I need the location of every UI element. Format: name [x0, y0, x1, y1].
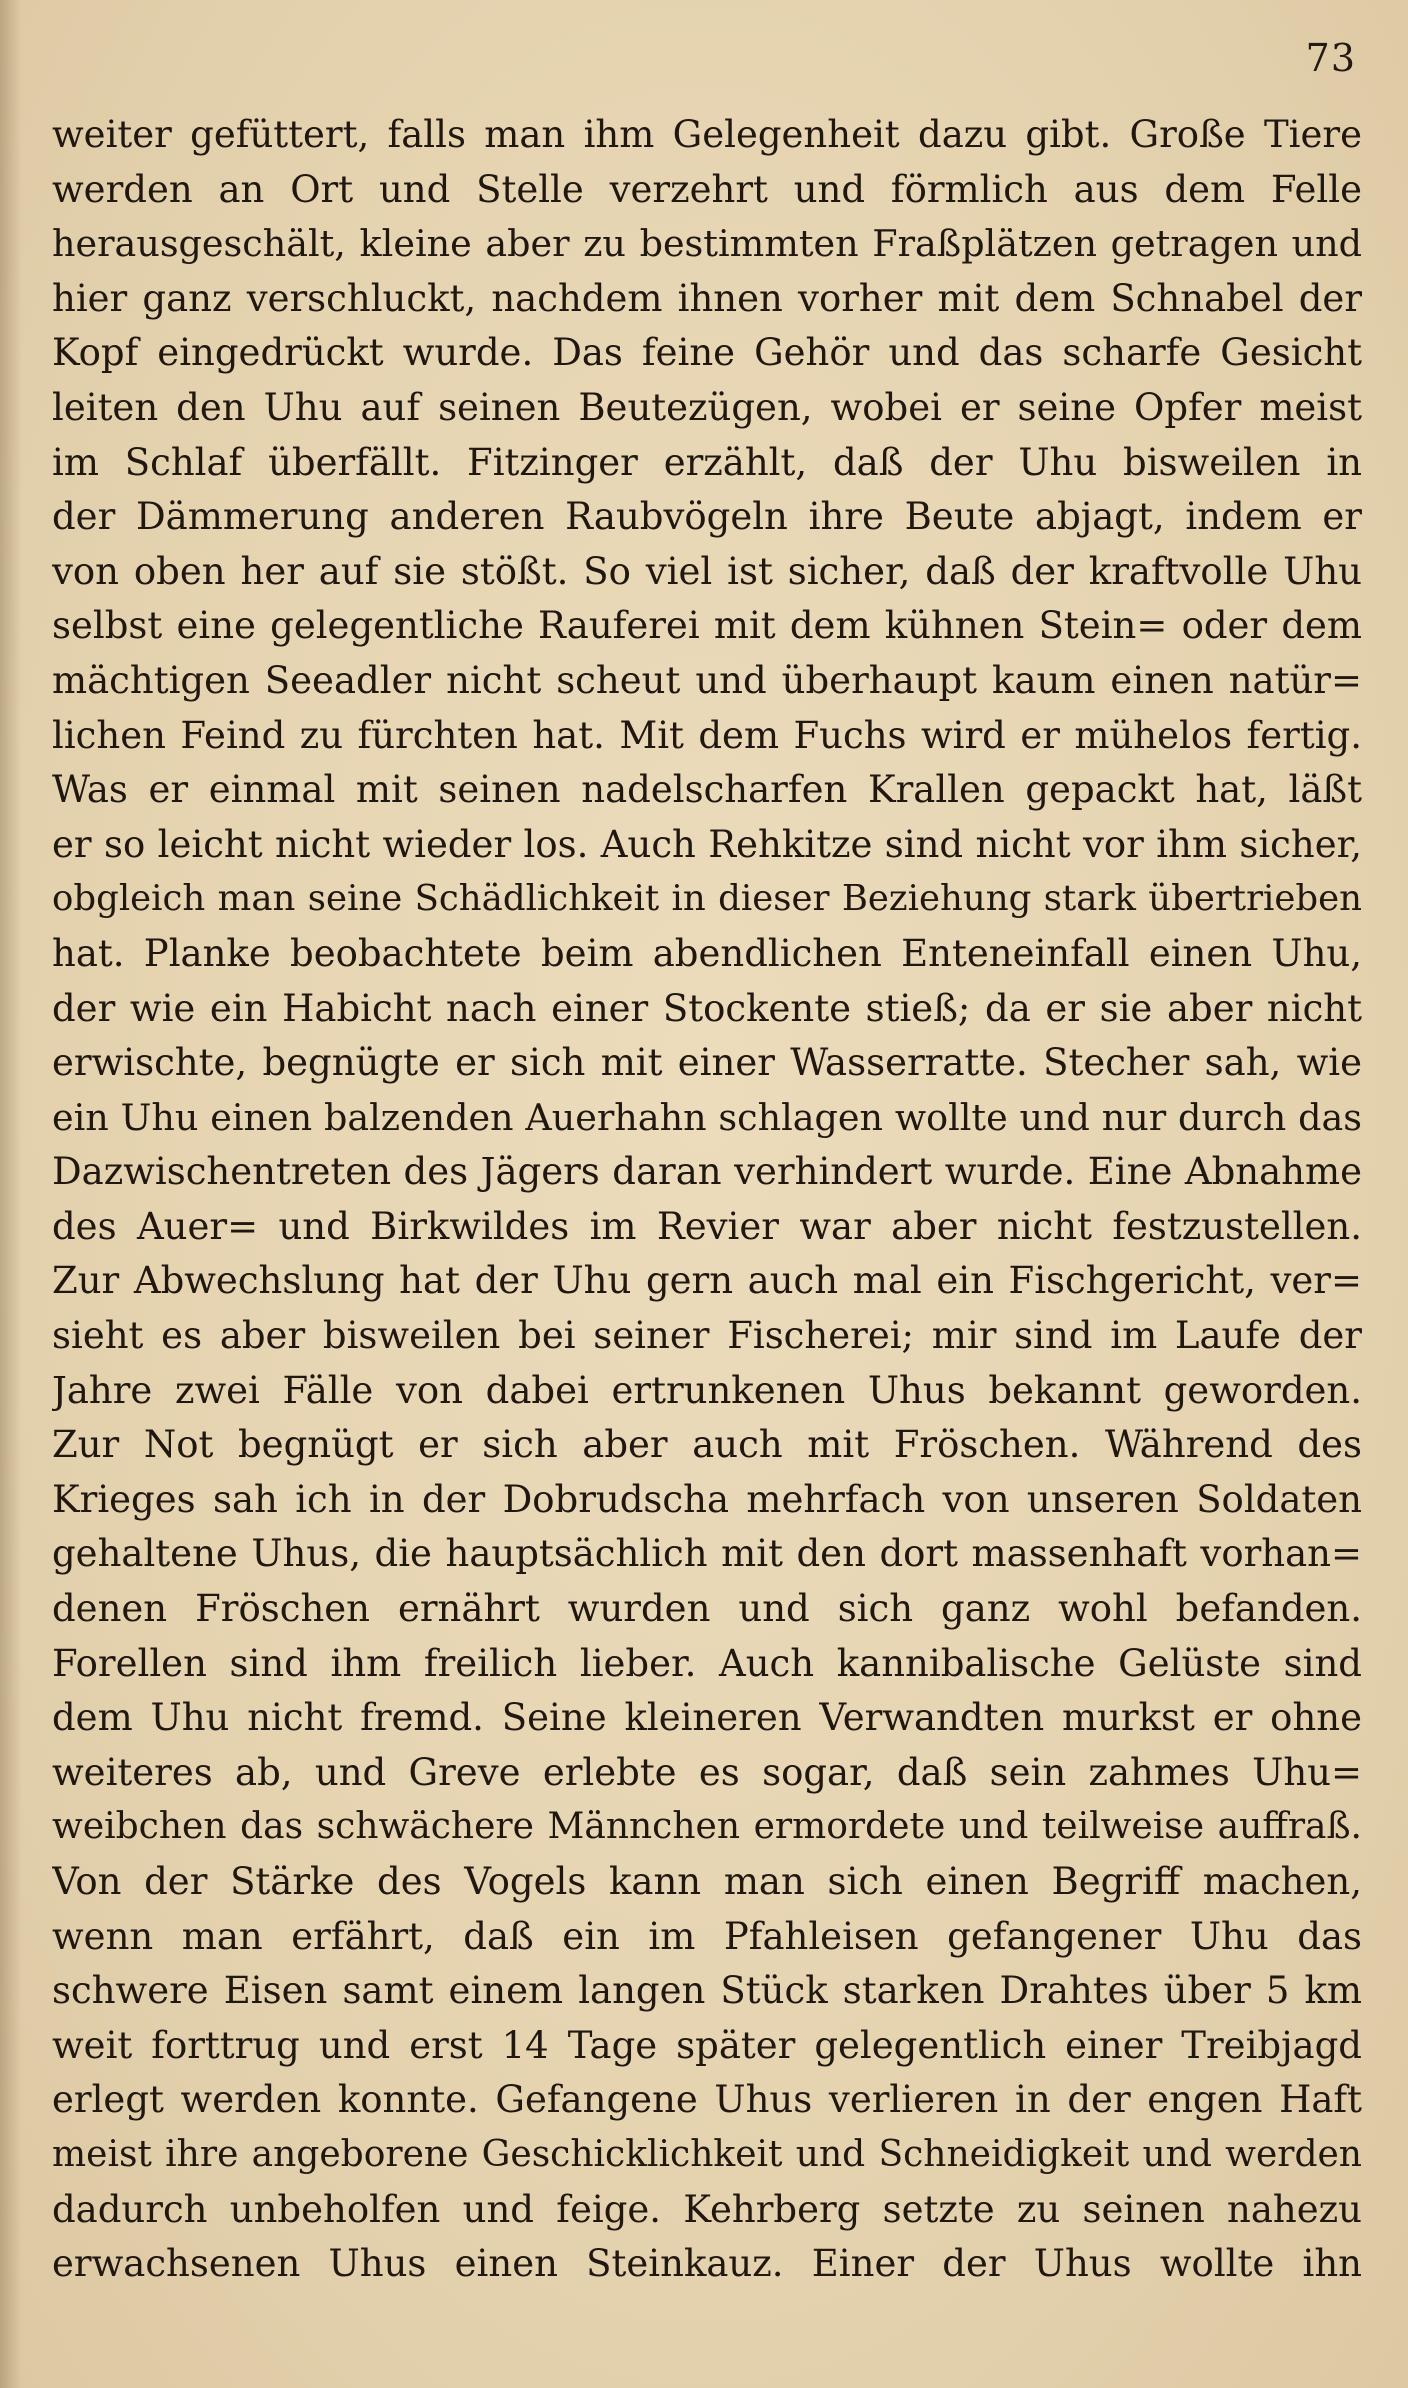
page-number: 73	[1305, 36, 1356, 80]
text-line: dadurch unbeholfen und feige. Kehrberg setzte zu seinen nahezu	[52, 2187, 1362, 2231]
text-line: hier ganz verschluckt, nachdem ihnen vorher mit dem Schnabel der	[52, 276, 1362, 320]
text-line: Forellen sind ihm freilich lieber. Auch kannibalische Gelüste sind	[52, 1641, 1362, 1685]
text-line: wenn man erfährt, daß ein im Pfahleisen gefangener Uhu das	[52, 1914, 1362, 1958]
text-line: weiteres ab, und Greve erlebte es sogar, daß sein zahmes Uhu=	[52, 1750, 1362, 1794]
text-line: Zur Abwechslung hat der Uhu gern auch mal ein Fischgericht, ver=	[52, 1259, 1362, 1303]
text-line: Von der Stärke des Vogels kann man sich einen Begriff machen,	[52, 1860, 1362, 1903]
text-line: lichen Feind zu fürchten hat. Mit dem Fuchs wird er mühelos fertig.	[52, 713, 1362, 757]
text-line: erwachsenen Uhus einen Steinkauz. Einer der Uhus wollte ihn	[52, 2242, 1362, 2286]
text-line: weiter gefüttert, falls man ihm Gelegenheit dazu gibt. Große Tiere	[52, 113, 1362, 156]
text-line: herausgeschält, kleine aber zu bestimmten Fraßplätzen getragen und	[52, 222, 1362, 266]
text-line: der wie ein Habicht nach einer Stockente stieß; da er sie aber nicht	[52, 986, 1362, 1030]
text-line: Jahre zwei Fälle von dabei ertrunkenen Uhus bekannt geworden.	[52, 1368, 1362, 1412]
text-line: werden an Ort und Stelle verzehrt und förmlich aus dem Felle	[52, 167, 1362, 211]
text-line: Dazwischentreten des Jägers daran verhindert wurde. Eine Abnahme	[52, 1150, 1362, 1194]
text-line: Krieges sah ich in der Dobrudscha mehrfach von unseren Soldaten	[52, 1477, 1362, 1521]
text-line: von oben her auf sie stößt. So viel ist sicher, daß der kraftvolle Uhu	[52, 549, 1362, 593]
text-line: Kopf eingedrückt wurde. Das feine Gehör und das scharfe Gesicht	[52, 331, 1362, 375]
text-line: erwischte, begnügte er sich mit einer Wasserratte. Stecher sah, wie	[52, 1041, 1362, 1085]
text-line: er so leicht nicht wieder los. Auch Rehkitze sind nicht vor ihm sicher,	[52, 822, 1362, 866]
text-line: des Auer= und Birkwildes im Revier war aber nicht festzustellen.	[52, 1204, 1362, 1248]
text-line: weibchen das schwächere Männchen ermordete und teilweise auffraß.	[52, 1806, 1362, 1848]
text-line: gehaltene Uhus, die hauptsächlich mit den dort massenhaft vorhan=	[52, 1532, 1362, 1576]
text-line: dem Uhu nicht fremd. Seine kleineren Verwandten murkst er ohne	[52, 1696, 1362, 1740]
text-line: weit forttrug und erst 14 Tage später gelegentlich einer Treibjagd	[52, 2023, 1362, 2067]
text-line: ein Uhu einen balzenden Auerhahn schlagen wollte und nur durch das	[52, 1095, 1362, 1139]
text-line: erlegt werden konnte. Gefangene Uhus verlieren in der engen Haft	[52, 2078, 1362, 2122]
text-line: meist ihre angeborene Geschicklichkeit und Schneidigkeit und werden	[52, 2133, 1362, 2175]
text-line: mächtigen Seeadler nicht scheut und überhaupt kaum einen natür=	[52, 658, 1362, 702]
text-line: hat. Planke beobachtete beim abendlichen Enteneinfall einen Uhu,	[52, 931, 1362, 975]
page-gutter-shadow	[0, 0, 22, 2388]
text-line: der Dämmerung anderen Raubvögeln ihre Beute abjagt, indem er	[52, 495, 1362, 539]
text-line: schwere Eisen samt einem langen Stück starken Drahtes über 5 km	[52, 1969, 1362, 2013]
text-line: im Schlaf überfällt. Fitzinger erzählt, daß der Uhu bisweilen in	[52, 440, 1362, 484]
text-line: selbst eine gelegentliche Rauferei mit dem kühnen Stein= oder dem	[52, 604, 1362, 648]
text-line: leiten den Uhu auf seinen Beutezügen, wobei er seine Opfer meist	[52, 385, 1362, 429]
body-text	[52, 108, 1362, 2292]
text-line: obgleich man seine Schädlichkeit in dieser Beziehung stark übertrieben	[52, 878, 1362, 920]
text-line: Was er einmal mit seinen nadelscharfen Krallen gepackt hat, läßt	[52, 768, 1362, 812]
text-line: denen Fröschen ernährt wurden und sich ganz wohl befanden.	[52, 1587, 1362, 1631]
text-line: Zur Not begnügt er sich aber auch mit Fröschen. Während des	[52, 1423, 1362, 1467]
text-line: sieht es aber bisweilen bei seiner Fischerei; mir sind im Laufe der	[52, 1314, 1362, 1358]
